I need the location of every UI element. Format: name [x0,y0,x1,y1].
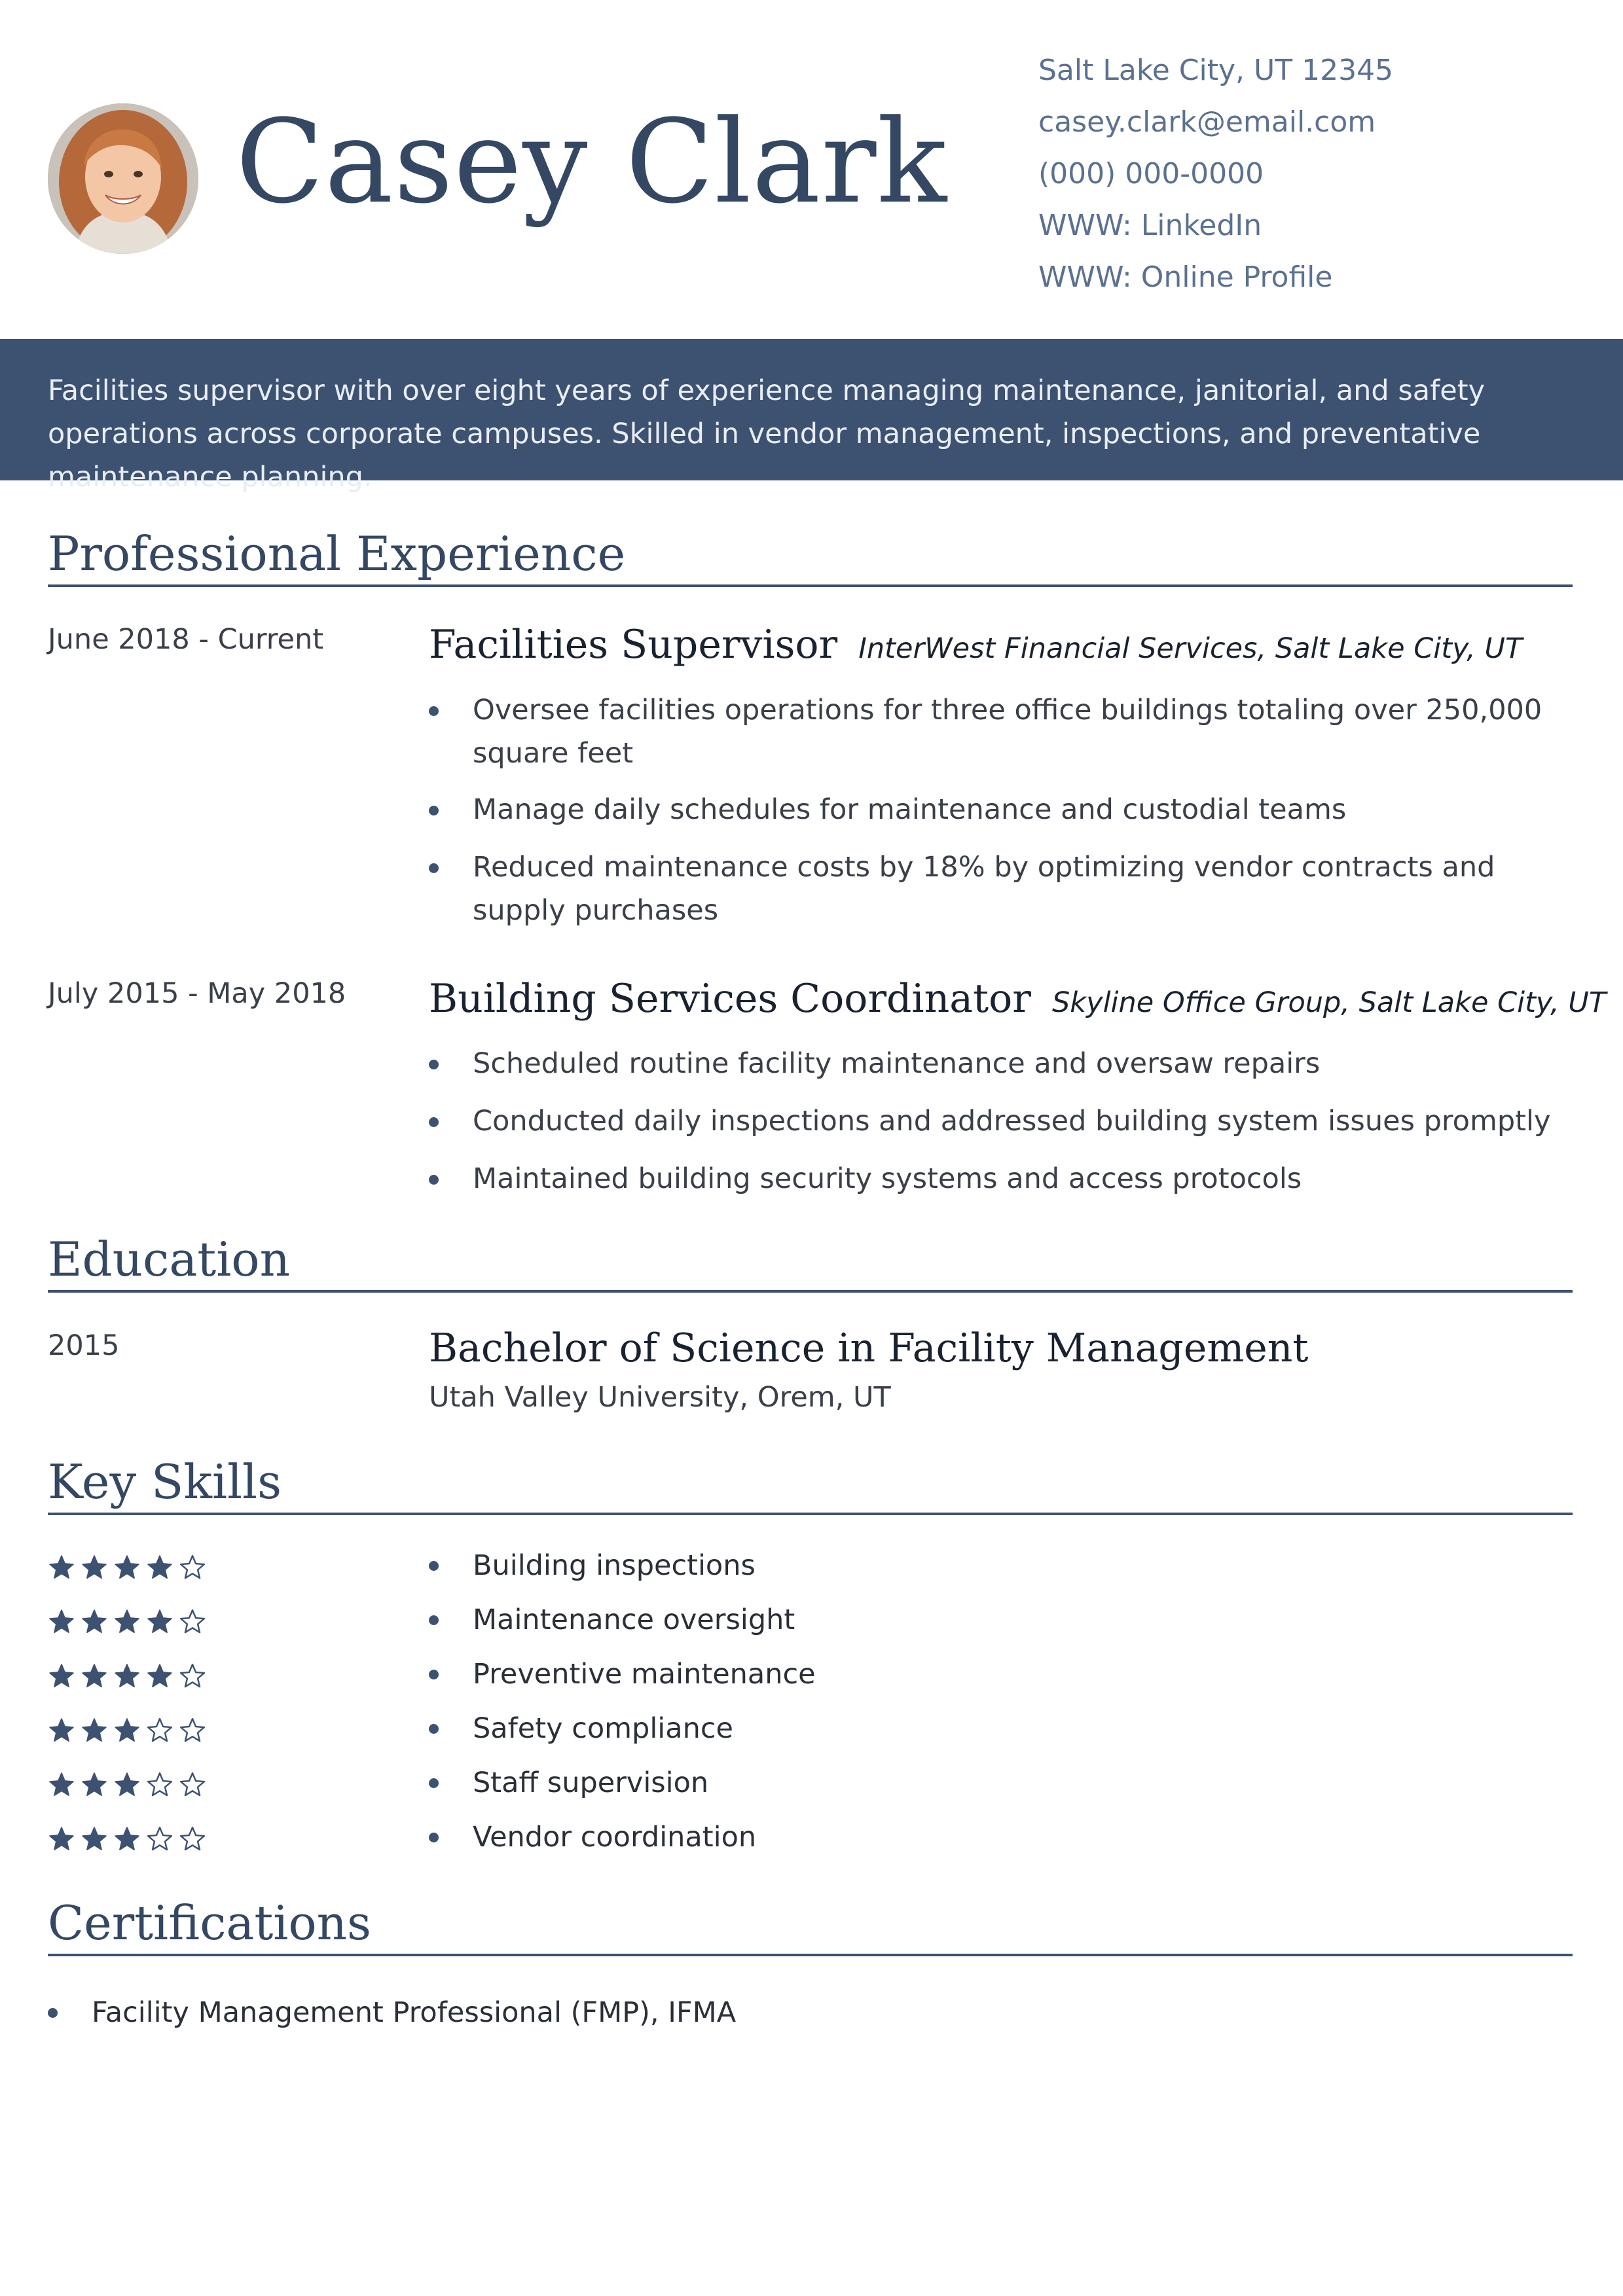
list-item: Oversee facilities operations for three office buildings totaling over 250,000 square feet [429,689,1571,775]
star-filled-icon [48,1717,75,1744]
star-filled-icon [48,1554,75,1581]
star-filled-icon [113,1662,141,1690]
list-item: Maintained building security systems and access protocols [429,1157,1571,1200]
summary-banner [0,339,1623,493]
contact-email[interactable]: casey.clark@email.com [1038,105,1376,139]
education-degree: Bachelor of Science in Facility Management [429,1325,1309,1371]
star-empty-icon [179,1825,206,1853]
star-filled-icon [48,1608,75,1636]
candidate-name: Casey Clark [236,95,948,229]
job-company: Skyline Office Group, Salt Lake City, UT [1051,986,1607,1019]
job-company: InterWest Financial Services, Salt Lake City, UT [858,632,1523,665]
contact-phone[interactable]: (000) 000-0000 [1038,157,1264,190]
summary-text: Facilities supervisor with over eight years of experience managing maintenance, janitorial, and safety operations across corporate campuses. Skilled in vendor management, inspections, and preventative maintenance planning. [48,374,1486,493]
list-item: Preventive maintenance [429,1655,1214,1709]
star-filled-icon [81,1608,108,1636]
star-empty-icon [179,1771,206,1799]
contact-linkedin[interactable]: WWW: LinkedIn [1038,209,1262,242]
contact-address: Salt Lake City, UT 12345 [1038,54,1394,87]
certifications-list [48,1993,736,2032]
list-item: Maintenance oversight [429,1600,1214,1655]
star-filled-icon [48,1662,75,1690]
education-year: 2015 [48,1329,120,1362]
star-empty-icon [179,1662,206,1690]
star-empty-icon [179,1554,206,1581]
star-filled-icon [48,1771,75,1799]
education-school: Utah Valley University, Orem, UT [429,1381,891,1414]
certifications-divider [48,1954,1573,1956]
star-filled-icon [81,1662,108,1690]
education-divider [48,1290,1573,1293]
skill-rating [48,1717,206,1744]
list-item: Staff supervision [429,1763,1214,1818]
skill-rating [48,1662,206,1690]
star-filled-icon [113,1717,141,1744]
education-heading: Education [48,1232,290,1287]
star-empty-icon [179,1717,206,1744]
job-bullets [429,689,1571,932]
star-empty-icon [179,1608,206,1636]
star-filled-icon [146,1608,173,1636]
skills-list [429,1546,1214,1872]
star-filled-icon [113,1554,141,1581]
job-heading [429,976,1606,1022]
star-filled-icon [81,1554,108,1581]
list-item: Conducted daily inspections and addressed building system issues promptly [429,1100,1571,1143]
job-dates: July 2015 - May 2018 [48,977,346,1010]
list-item: Reduced maintenance costs by 18% by optimizing vendor contracts and supply purchases [429,846,1571,932]
list-item: Safety compliance [429,1709,1214,1763]
skills-heading: Key Skills [48,1454,282,1509]
star-empty-icon [146,1771,173,1799]
list-item: Facility Management Professional (FMP), IFMA [48,1993,736,2032]
star-filled-icon [113,1771,141,1799]
experience-heading: Professional Experience [48,526,626,581]
star-filled-icon [81,1717,108,1744]
list-item: Building inspections [429,1546,1214,1600]
skills-divider [48,1513,1573,1515]
list-item: Manage daily schedules for maintenance and custodial teams [429,788,1571,831]
star-empty-icon [146,1825,173,1853]
job-dates: June 2018 - Current [48,623,324,656]
experience-divider [48,584,1573,587]
skill-rating [48,1825,206,1853]
education-entry [429,1325,1476,1424]
star-empty-icon [146,1717,173,1744]
star-filled-icon [81,1825,108,1853]
certifications-heading: Certifications [48,1895,371,1950]
job-title: Facilities Supervisor [429,622,838,668]
skill-rating [48,1554,206,1581]
job-heading [429,622,1522,668]
star-filled-icon [146,1662,173,1690]
profile-photo [48,103,198,254]
list-item: Vendor coordination [429,1818,1214,1872]
star-filled-icon [113,1608,141,1636]
job-title: Building Services Coordinator [429,976,1031,1022]
contact-online-profile[interactable]: WWW: Online Profile [1038,260,1333,294]
job-bullets [429,1042,1571,1200]
list-item: Scheduled routine facility maintenance and oversaw repairs [429,1042,1571,1085]
contact-info [1038,51,1393,310]
skill-rating [48,1771,206,1799]
star-filled-icon [81,1771,108,1799]
star-filled-icon [113,1825,141,1853]
star-filled-icon [146,1554,173,1581]
star-filled-icon [48,1825,75,1853]
skill-rating [48,1608,206,1636]
